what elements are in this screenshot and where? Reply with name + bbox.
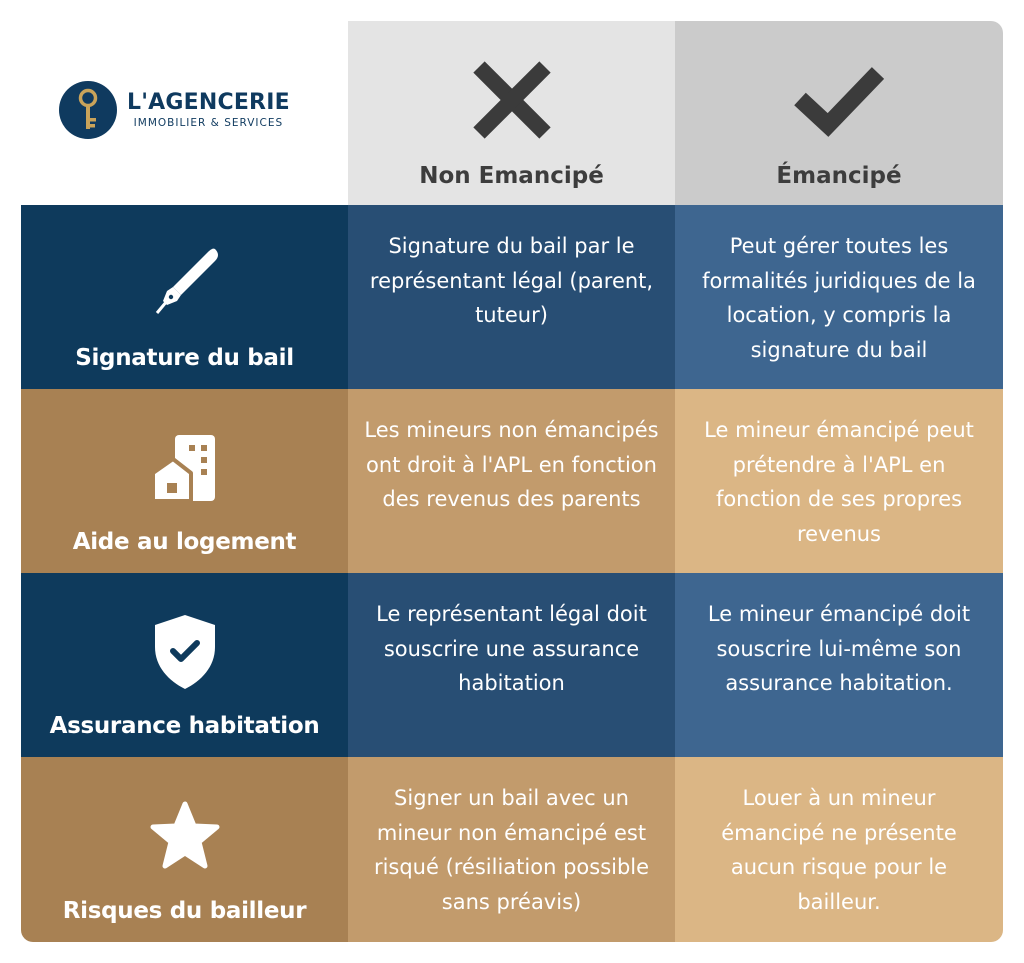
cell-non-emancipe xyxy=(348,573,675,757)
comparison-table xyxy=(21,21,1003,942)
key-icon xyxy=(59,81,117,139)
logo-subtitle: IMMOBILIER & SERVICES xyxy=(133,117,284,129)
row-title: Signature du bail xyxy=(75,345,294,371)
checkmark-icon xyxy=(794,55,884,145)
logo-name: L'AGENCERIE xyxy=(127,90,290,115)
cell-text: Les mineurs non émancipés ont droit à l'APL en fonction des revenus des parents xyxy=(364,418,659,511)
cell-text: Signature du bail par le représentant légal (parent, tuteur) xyxy=(369,234,654,327)
comparison-infographic xyxy=(21,21,1003,942)
row-label-aide-logement xyxy=(21,389,348,573)
cell-text: Le mineur émancipé doit souscrire lui-même son assurance habitation. xyxy=(707,602,971,695)
cell-emancipe xyxy=(675,205,1003,389)
fountain-pen-icon xyxy=(145,243,225,323)
cell-emancipe xyxy=(675,389,1003,573)
logo xyxy=(21,21,348,205)
cell-text: Le représentant légal doit souscrire une assurance habitation xyxy=(376,602,647,695)
cell-text: Le mineur émancipé peut prétendre à l'APL en fonction de ses propres revenus xyxy=(704,418,974,546)
column-header-label: Émancipé xyxy=(776,163,902,189)
cell-non-emancipe xyxy=(348,757,675,942)
row-title: Aide au logement xyxy=(72,529,297,555)
cell-text: Louer à un mineur émancipé ne présente aucun risque pour le bailleur. xyxy=(721,786,957,914)
cell-text: Peut gérer toutes les formalités juridiques de la location, y compris la signature du bail xyxy=(702,234,976,362)
cell-emancipe xyxy=(675,573,1003,757)
row-title: Assurance habitation xyxy=(49,713,320,739)
cell-emancipe xyxy=(675,757,1003,942)
cell-text: Signer un bail avec un mineur non émancipé est risqué (résiliation possible sans préavis) xyxy=(373,786,650,914)
column-header-label: Non Emancipé xyxy=(419,163,604,189)
row-label-assurance xyxy=(21,573,348,757)
shield-check-icon xyxy=(145,611,225,691)
row-label-signature xyxy=(21,205,348,389)
row-title: Risques du bailleur xyxy=(62,898,307,924)
cell-non-emancipe xyxy=(348,389,675,573)
column-header-emancipe xyxy=(675,21,1003,205)
column-header-non-emancipe xyxy=(348,21,675,205)
cell-non-emancipe xyxy=(348,205,675,389)
row-label-risques xyxy=(21,757,348,942)
star-icon xyxy=(145,796,225,876)
cross-icon xyxy=(467,55,557,145)
building-icon xyxy=(145,427,225,507)
